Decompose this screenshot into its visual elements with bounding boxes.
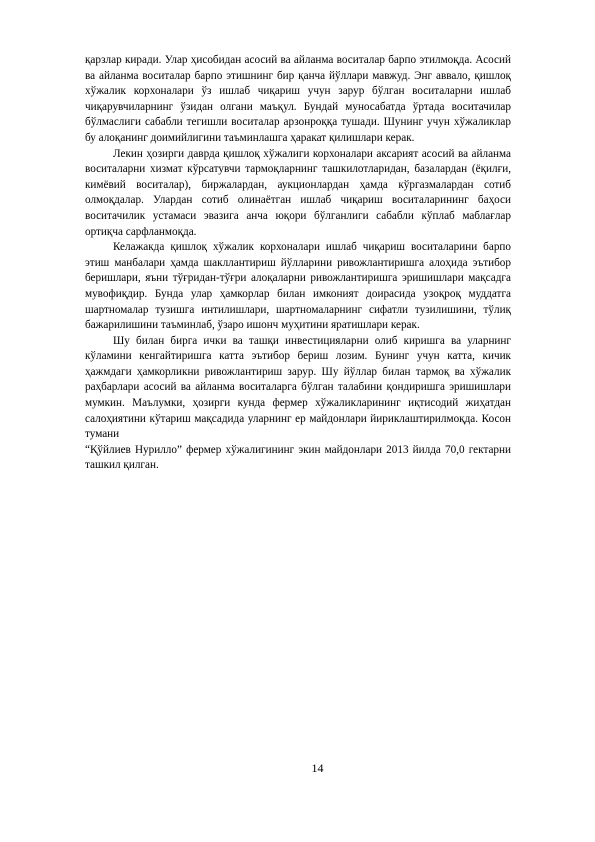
paragraph-3: Келажакда қишлоқ хўжалик корхоналари ишлаб чиқариш воситаларини барпо этиш манбалари ҳамда шакллантириш йўлларини ривожлантиришга алоҳида эътибор беришлари, яъни тўғридан-тўғри алоқаларни ривожлантиришга эришишлари мақсадга мувофиқдир. Бунда улар ҳамкорлар билан имконият доирасида узоқроқ муддатга шартномалар тузишга интилишлари, шартномаларнинг сифатли тузилишини, тўлиқ бажарилишини таъминлаб, ўзаро ишонч муҳитини яратишлари керак. xyxy=(85,241,511,332)
paragraph-2: Лекин ҳозирги даврда қишлоқ хўжалиги корхоналари аксарият асосий ва айланма воситаларни хизмат кўрсатувчи тармоқларнинг ташкилотларидан, базалардан (ёқилғи, кимёвий воситалар), биржалардан, аукционлардан ҳамда кўргазмалардан сотиб олмоқдалар. Улардан сотиб олинаётган ишлаб чиқариш воситаларининг баҳоси воситачилик устамаси эвазига анча юқори бўлганлиги сабабли кўплаб маблағлар ортиқча сарфланмоқда. xyxy=(85,147,511,238)
page-number: 14 xyxy=(311,761,324,775)
paragraph-4: Шу билан бирга ички ва ташқи инвестицияларни олиб киришга ва уларнинг кўламини кенгайтиришга катта эътибор бериш лозим. Бунинг учун катта, кичик ҳажмдаги ҳамкорликни ривожлантириш зарур. Шу йўллар билан тармоқ ва хўжалик раҳбарлари асосий ва айланма воситаларга бўлган талабини қондиришга эришишлари мумкин. Маълумки, ҳозирги кунда фермер хўжаликларининг иқтисодий жиҳатдан салоҳиятини кўтариш мақсадида уларнинг ер майдонлари йириклаштирилмоқда. Косон тумани xyxy=(85,334,511,441)
body-text xyxy=(85,53,511,474)
paragraph-1: қарзлар киради. Улар ҳисобидан асосий ва айланма воситалар барпо этилмоқда. Асосий ва айланма воситалар барпо этишнинг бир қанча йўллари мавжуд. Энг аввало, қишлоқ хўжалик корхоналари ўз ишлаб чиқариш учун зарур бўлган воситаларни ишлаб чиқарувчиларнинг ўзидан олгани маъқул. Бундай муносабатда ўртада воситачилар бўлмаслиги сабабли тегишли воситалар арзонроққа тушади. Шунинг учун хўжаликлар бу алоқанинг доимийлигини таъминлашга ҳаракат қилишлари керак. xyxy=(85,54,511,144)
paragraph-5: “Қўйлиев Нуриллo” фермер хўжалигининг экин майдонлари 2013 йилда 70,0 гектарни ташкил қилган. xyxy=(85,443,511,472)
